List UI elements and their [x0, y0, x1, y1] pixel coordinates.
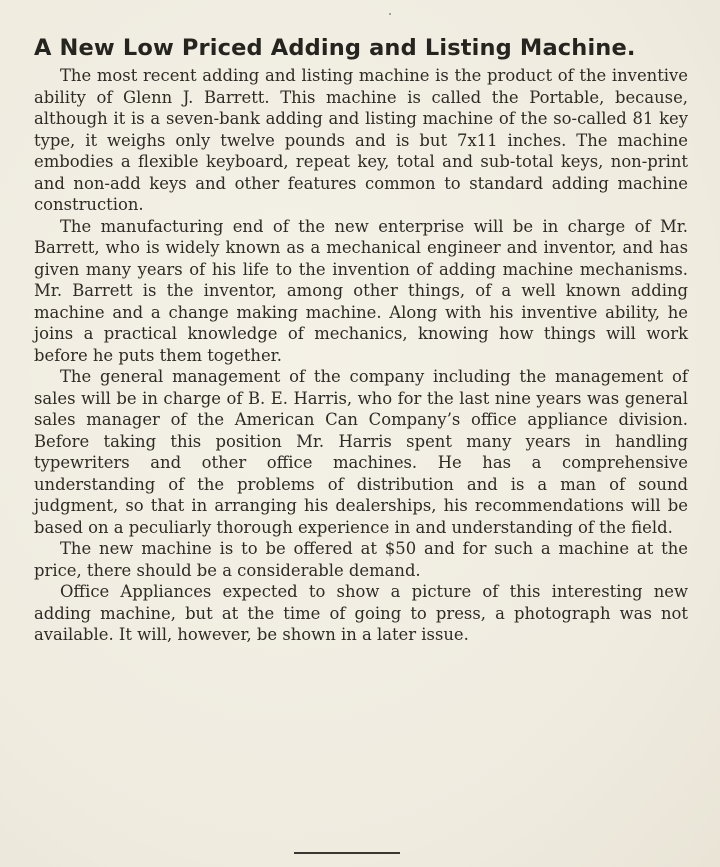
article-paragraph-5: Office Appliances expected to show a picture of this interesting new adding machine, but at the time of going to press, a photograph was not available. It will, however, be shown in a later issue. — [34, 582, 688, 644]
article-paragraph-4: The new machine is to be offered at $50 and for such a machine at the price, there should be a considerable demand. — [34, 539, 688, 580]
article-headline: A New Low Priced Adding and Listing Machine. — [34, 35, 636, 61]
section-divider-rule — [294, 852, 400, 854]
article-paragraph-1: The most recent adding and listing machine is the product of the inventive ability of Glenn J. Barrett. This machine is called the Portable, because, although it is a seven-bank adding and listing machine of the so-called 81 key type, it weighs only twelve pounds and is but 7x11 inches. The machine embodies a flexible keyboard, repeat key, total and sub-total keys, non-print and non-add keys and other features common to standard adding machine construction. — [34, 66, 688, 214]
paper-speck — [389, 13, 391, 15]
article-paragraph-3: The general management of the company including the management of sales will be in charge of B. E. Harris, who for the last nine years was general sales manager of the American Can Company’s office appliance division. Before taking this position Mr. Harris spent many years in handling typewriters and other office machines. He has a comprehensive understanding of the problems of distribution and is a man of sound judgment, so that in arranging his dealerships, his recommendations will be based on a peculiarly thorough experience in and understanding of the field. — [34, 367, 688, 537]
article — [34, 33, 688, 646]
article-paragraph-2: The manufacturing end of the new enterprise will be in charge of Mr. Barrett, who is widely known as a mechanical engineer and inventor, and has given many years of his life to the invention of adding machine mechanisms. Mr. Barrett is the inventor, among other things, of a well known adding machine and a change making machine. Along with his inventive ability, he joins a practical knowledge of mechanics, knowing how things will work before he puts them together. — [34, 216, 688, 365]
